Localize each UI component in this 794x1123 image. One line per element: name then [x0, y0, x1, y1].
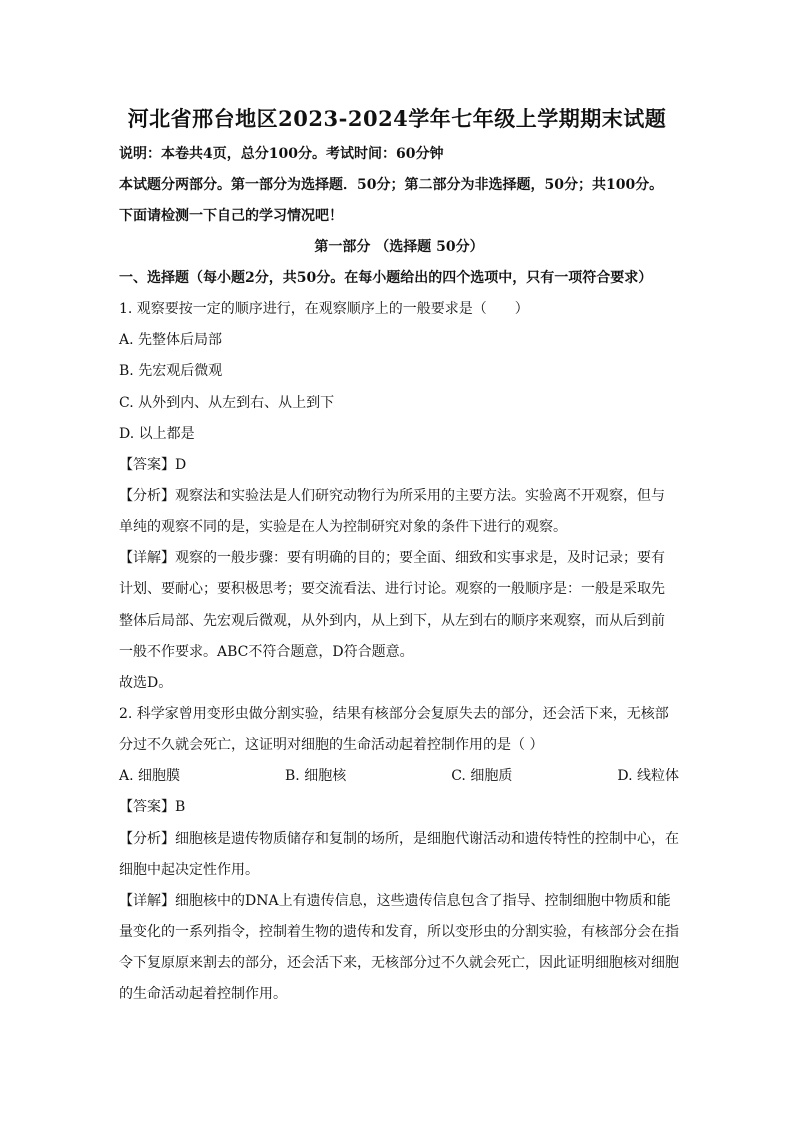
- part-title: 第一部分 （选择题 50分）: [314, 239, 484, 255]
- q1-option-a: A. 先整体后局部: [119, 332, 223, 348]
- exam-structure: 本试题分两部分。第一部分为选择题．50分；第二部分为非选择题，50分；共100分。: [119, 177, 664, 193]
- exam-note: 说明：本卷共4页，总分100分。考试时间：60分钟: [119, 146, 444, 162]
- q2-option-d: D. 线粒体: [617, 768, 679, 784]
- q2-detail-line-3: 令下复原原来割去的部分，还会活下来，无核部分过不久就会死亡，因此证明细胞核对细胞: [119, 955, 679, 971]
- q2-options-row: [119, 766, 679, 786]
- q2-option-a: A. 细胞膜: [119, 768, 181, 784]
- q2-option-b: B. 细胞核: [285, 768, 347, 784]
- q1-option-d: D. 以上都是: [119, 426, 195, 442]
- q2-stem-line-1: 2. 科学家曾用变形虫做分割实验，结果有核部分会复原失去的部分，还会活下来，无核部: [119, 706, 669, 722]
- q2-detail-line-2: 量变化的一系列指令，控制着生物的遗传和发育，所以变形虫的分割实验，有核部分会在指: [119, 924, 679, 940]
- q1-detail-line-1: 【详解】观察的一般步骤：要有明确的目的；要全面、细致和实事求是，及时记录；要有: [119, 550, 665, 566]
- q2-answer: 【答案】B: [119, 799, 186, 815]
- q1-option-b: B. 先宏观后微观: [119, 363, 223, 379]
- q2-detail-line-1: 【详解】细胞核中的DNA上有遗传信息，这些遗传信息包含了指导、控制细胞中物质和能: [119, 893, 671, 909]
- q2-analysis-line-1: 【分析】细胞核是遗传物质储存和复制的场所，是细胞代谢活动和遗传特性的控制中心，在: [119, 831, 679, 847]
- q1-analysis-line-1: 【分析】观察法和实验法是人们研究动物行为所采用的主要方法。实验离不开观察，但与: [119, 488, 665, 504]
- q2-detail-line-4: 的生命活动起着控制作用。: [119, 986, 287, 1002]
- page-title: 河北省邢台地区2023-2024学年七年级上学期期末试题: [127, 106, 667, 131]
- q1-analysis-line-2: 单纯的观察不同的是，实验是在人为控制研究对象的条件下进行的观察。: [119, 519, 567, 535]
- q2-option-c: C. 细胞质: [451, 768, 513, 784]
- q2-stem-line-2: 分过不久就会死亡，这证明对细胞的生命活动起着控制作用的是（ ）: [119, 737, 544, 753]
- encouragement: 下面请检测一下自己的学习情况吧！: [119, 208, 343, 224]
- q1-detail-line-3: 整体后局部、先宏观后微观，从外到内，从上到下，从左到右的顺序来观察，而从后到前: [119, 613, 665, 629]
- q1-stem: 1. 观察要按一定的顺序进行，在观察顺序上的一般要求是（ ）: [119, 301, 529, 317]
- q1-detail-line-2: 计划、要耐心；要积极思考；要交流看法、进行讨论。观察的一般顺序是：一般是采取先: [119, 581, 665, 597]
- section-heading: 一、选择题（每小题2分，共50分。在每小题给出的四个选项中，只有一项符合要求）: [119, 270, 653, 286]
- q1-conclusion: 故选D。: [119, 675, 173, 691]
- q2-analysis-line-2: 细胞中起决定性作用。: [119, 862, 259, 878]
- q1-option-c: C. 从外到内、从左到右、从上到下: [119, 395, 335, 411]
- q1-answer: 【答案】D: [119, 457, 187, 473]
- q1-detail-line-4: 一般不作要求。ABC不符合题意，D符合题意。: [119, 644, 414, 660]
